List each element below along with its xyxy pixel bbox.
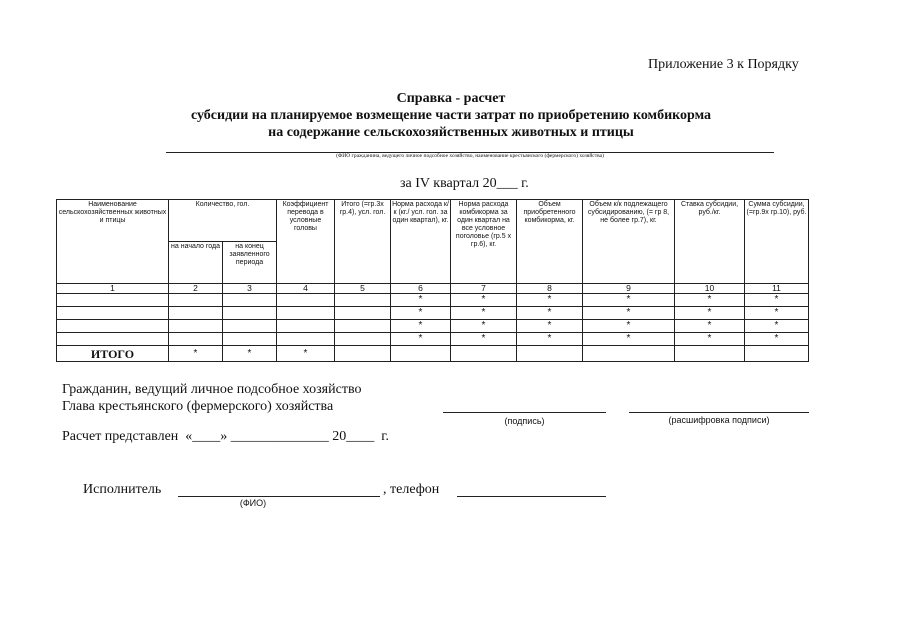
signature-caption: (подпись) [504,416,545,426]
column-number: 2 [169,284,223,294]
column-number: 8 [517,284,583,294]
header-coefficient: Коэффициент перевода в условные головы [277,200,335,284]
quote-open: « [185,429,193,444]
star-mark: * [277,346,335,362]
table-cell[interactable] [223,333,277,346]
table-cell[interactable] [57,333,169,346]
citizen-line: Гражданин, ведущий личное подсобное хозяйство [62,382,362,397]
table-cell[interactable] [57,320,169,333]
star-mark: * [391,307,451,320]
table-cell[interactable] [583,346,675,362]
submitted-line [62,429,389,445]
star-mark: * [675,320,745,333]
year-suffix: г. [381,429,389,444]
column-number: 4 [277,284,335,294]
doc-subtitle-line1: субсидии на планируемое возмещение части затрат по приобретению комбикорма [190,108,712,123]
submitted-label: Расчет представлен [62,429,179,444]
table-cell[interactable] [517,346,583,362]
star-mark: * [745,320,809,333]
star-mark: * [451,307,517,320]
appendix-label: Приложение 3 к Порядку [648,57,799,72]
header-animal-name: Наименование сельскохозяйственных животных и птицы [57,200,169,284]
table-cell[interactable] [335,346,391,362]
doc-title: Справка - расчет [396,91,506,106]
column-number: 5 [335,284,391,294]
table-cell[interactable] [223,307,277,320]
table-cell[interactable] [169,333,223,346]
table-row [57,294,809,307]
signature-line[interactable] [443,412,606,413]
star-mark: * [391,320,451,333]
table-row [57,307,809,320]
executor-fio-caption: (ФИО) [239,498,267,508]
executor-fio-line[interactable] [178,496,380,497]
month-blank[interactable]: ______________ [230,429,329,444]
decoding-line[interactable] [629,412,809,413]
star-mark: * [391,294,451,307]
fio-caption: (ФИО гражданина, ведущего личное подсобное хозяйство, наименование крестьянского (фермерского) хозяйства) [336,153,604,159]
table-cell[interactable] [391,346,451,362]
star-mark: * [583,294,675,307]
phone-label: , телефон [383,482,440,497]
total-label: ИТОГО [57,346,169,362]
table-cell[interactable] [169,320,223,333]
day-blank[interactable]: ____ [192,429,221,444]
table-cell[interactable] [223,294,277,307]
column-number: 11 [745,284,809,294]
star-mark: * [745,307,809,320]
year-prefix: 20 [332,429,347,444]
column-number: 1 [57,284,169,294]
subsidy-table [56,199,809,362]
table-cell[interactable] [335,320,391,333]
star-mark: * [451,294,517,307]
table-cell[interactable] [335,307,391,320]
header-subsidized-feed: Объем к/к подлежащего субсидированию, (= гр 8, не более гр.7), кг. [583,200,675,284]
doc-subtitle-line2: на содержание сельскохозяйственных животных и птицы [268,125,634,140]
table-cell[interactable] [169,294,223,307]
table-cell[interactable] [277,320,335,333]
table-cell[interactable] [169,307,223,320]
star-mark: * [745,294,809,307]
table-cell[interactable] [745,346,809,362]
header-start-of-year: на начало года [169,242,223,284]
column-number: 9 [583,284,675,294]
total-row [57,346,809,362]
star-mark: * [169,346,223,362]
quote-close: » [220,429,228,444]
table-cell[interactable] [57,307,169,320]
star-mark: * [451,320,517,333]
decoding-caption: (расшифровка подписи) [668,415,770,425]
column-number: 7 [451,284,517,294]
star-mark: * [583,307,675,320]
star-mark: * [745,333,809,346]
table-cell[interactable] [57,294,169,307]
table-row [57,333,809,346]
header-end-of-period: на конец заявленного периода [223,242,277,284]
star-mark: * [675,307,745,320]
table-row [57,320,809,333]
star-mark: * [675,333,745,346]
header-quantity: Количество, гол. [169,200,277,242]
table-cell[interactable] [675,346,745,362]
table-cell[interactable] [335,333,391,346]
star-mark: * [517,333,583,346]
column-number: 6 [391,284,451,294]
executor-label: Исполнитель [83,482,162,497]
star-mark: * [517,320,583,333]
star-mark: * [583,320,675,333]
header-total-heads: Итого (=гр.3х гр.4), усл. гол. [335,200,391,284]
year-blank[interactable]: ____ [346,429,375,444]
header-feed-norm-all: Норма расхода комбикорма за один квартал на все условное поголовье (гр.5 х гр.6), кг. [451,200,517,284]
table-cell[interactable] [277,333,335,346]
header-subsidy-rate: Ставка субсидии, руб./кг. [675,200,745,284]
star-mark: * [451,333,517,346]
header-subsidy-sum: Сумма субсидии, (=гр.9х гр.10), руб. [745,200,809,284]
header-purchased-feed: Объем приобретенного комбикорма, кг. [517,200,583,284]
table-cell[interactable] [451,346,517,362]
table-cell[interactable] [335,294,391,307]
column-number: 10 [675,284,745,294]
farm-head-line: Глава крестьянского (фермерского) хозяйства [62,399,334,414]
star-mark: * [517,307,583,320]
quarter-label: за IV квартал 20___ г. [400,176,529,191]
table-cell[interactable] [277,294,335,307]
phone-line[interactable] [457,496,606,497]
star-mark: * [517,294,583,307]
table-cell[interactable] [223,320,277,333]
star-mark: * [583,333,675,346]
header-feed-norm: Норма расхода к/к (кг./ усл. гол. за один квартал), кг. [391,200,451,284]
star-mark: * [391,333,451,346]
table-cell[interactable] [277,307,335,320]
star-mark: * [675,294,745,307]
column-number: 3 [223,284,277,294]
star-mark: * [223,346,277,362]
